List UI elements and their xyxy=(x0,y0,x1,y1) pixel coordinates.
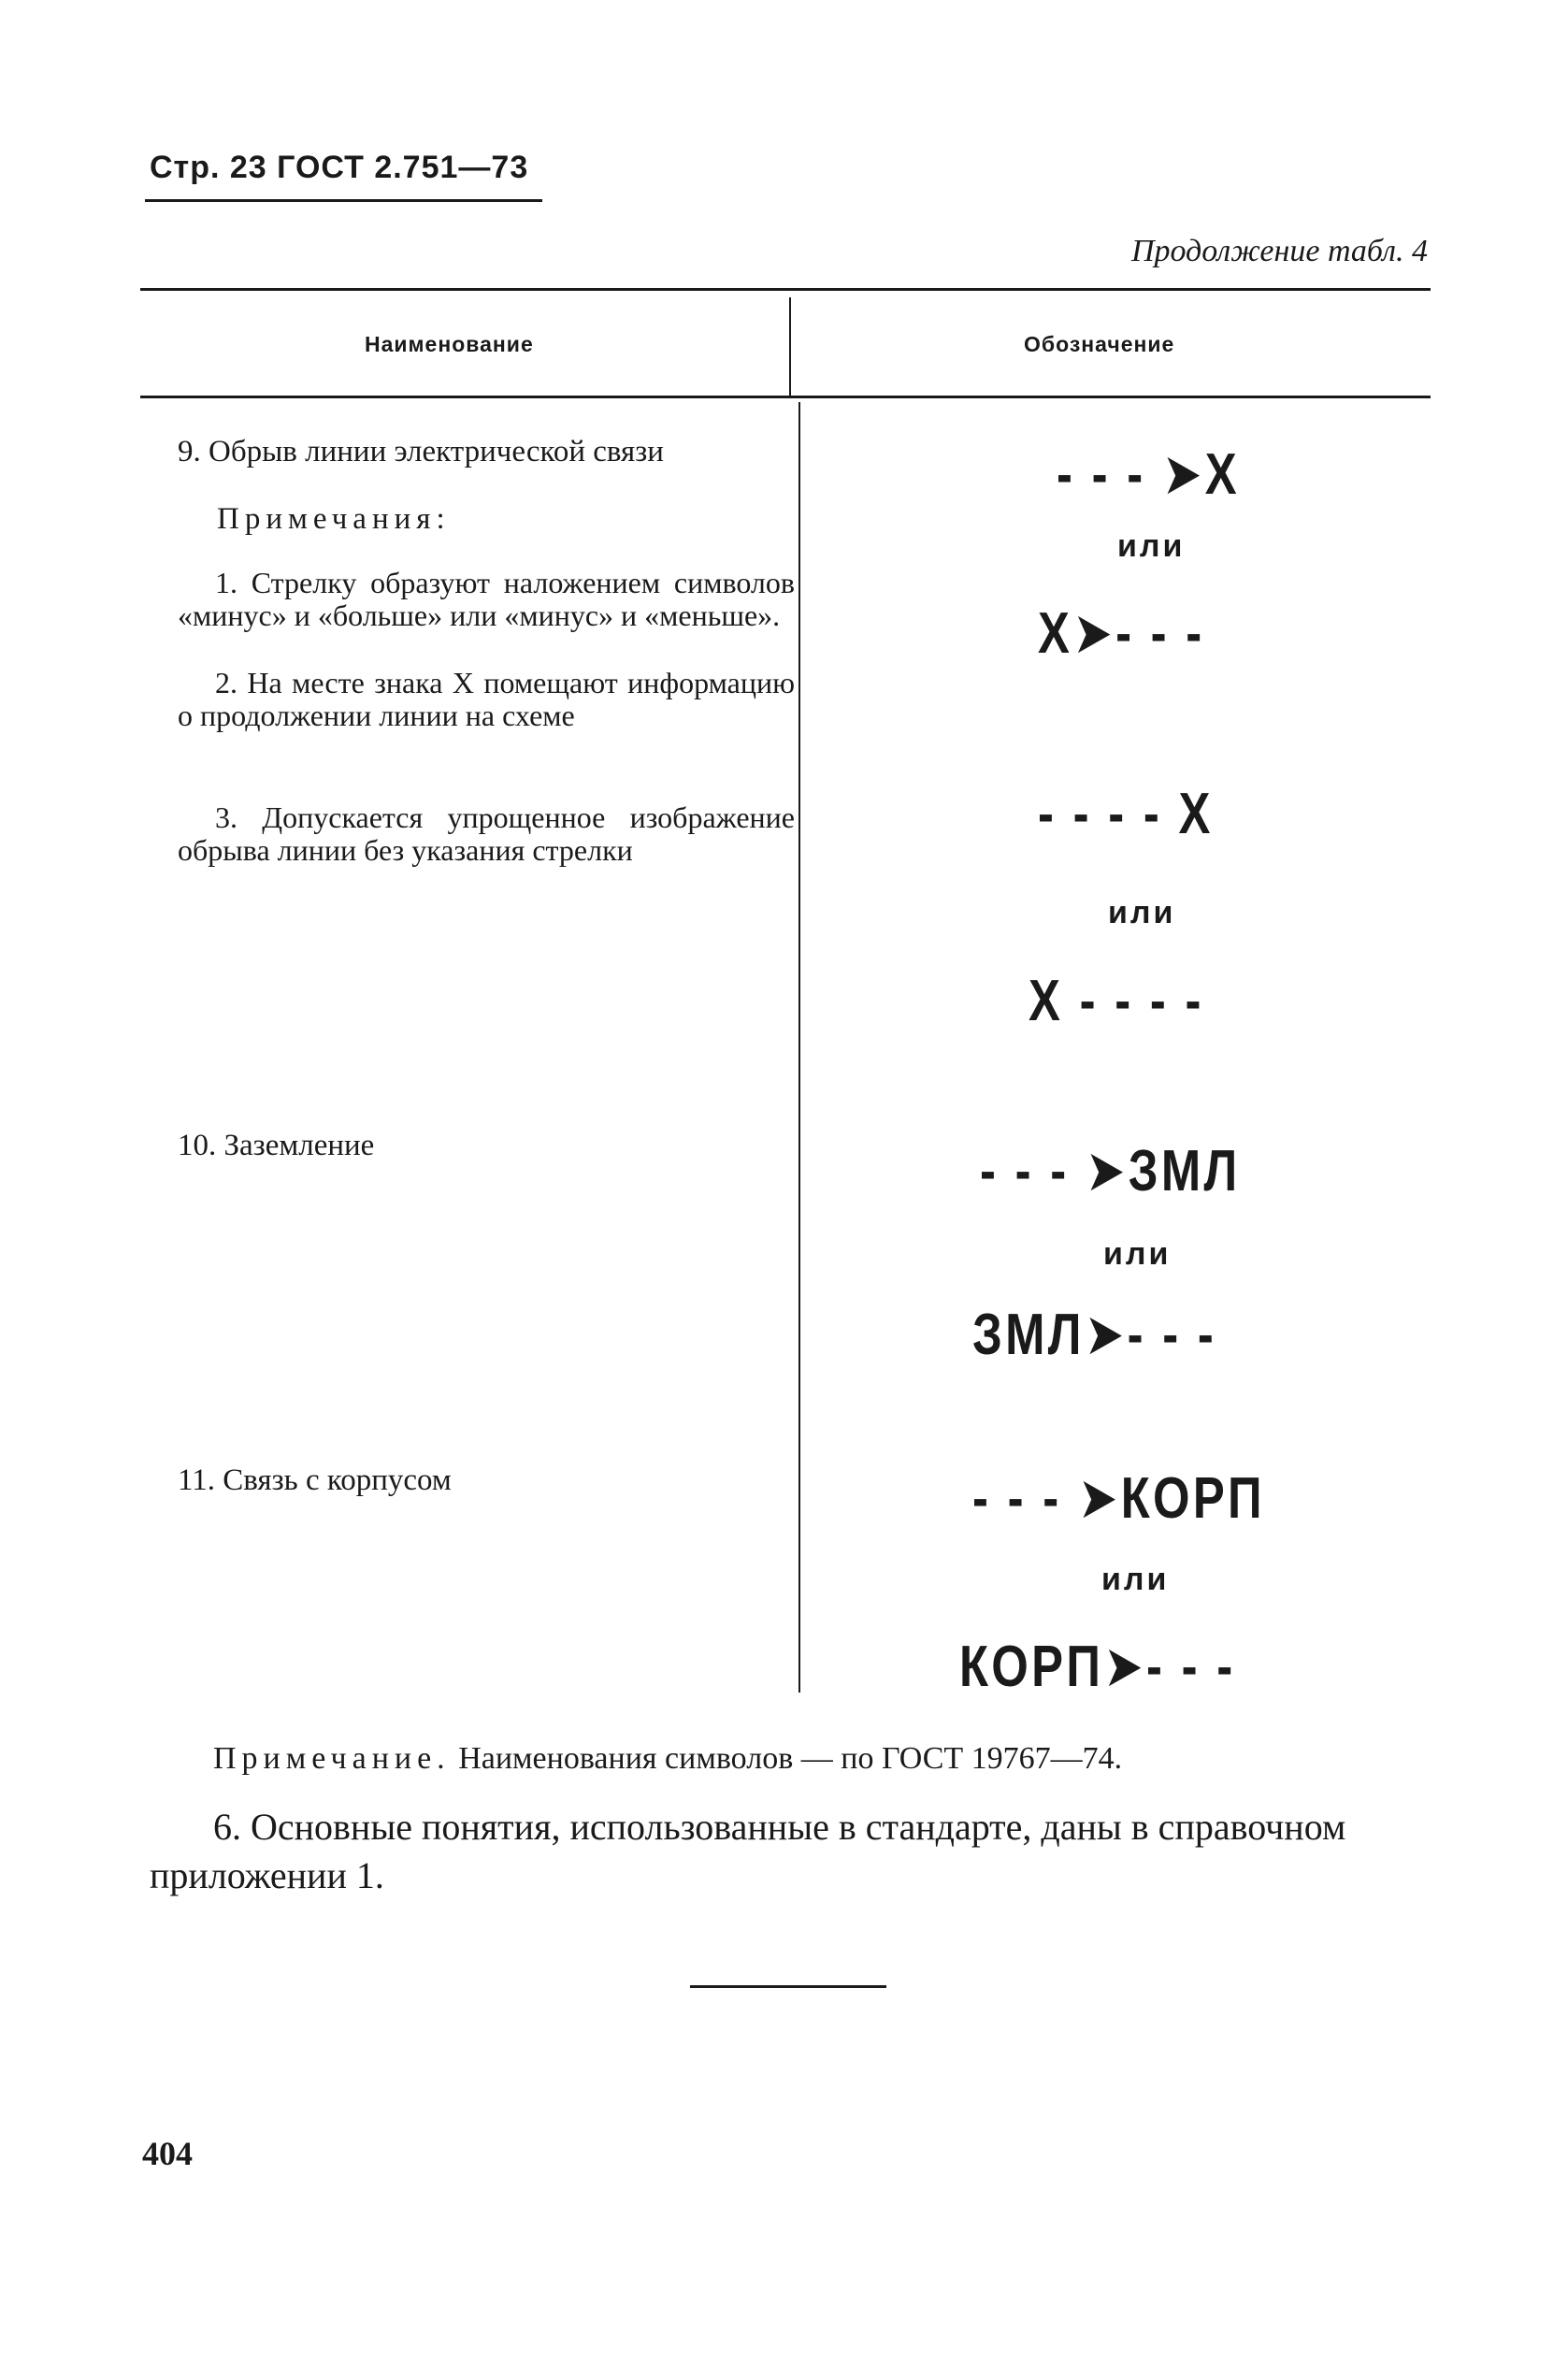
column-divider-header xyxy=(789,297,791,396)
section-end-rule xyxy=(690,1985,886,1988)
note-1: 1. Стрелку образуют наложением символов «минус» и «больше» или «минус» и «меньше». xyxy=(178,566,795,632)
note-3: 3. Допускается упрощенное изображение обрыва линии без указания стрелки xyxy=(178,800,795,867)
page-number: 404 xyxy=(142,2135,193,2172)
table-footnote xyxy=(213,1741,1122,1777)
symbol-chassis-right: - - - ➤КОРП xyxy=(972,1466,1265,1531)
footnote-label: Примечание. xyxy=(213,1741,451,1776)
symbol-break-right: - - - ➤Х xyxy=(1057,442,1240,507)
symbol-or: или xyxy=(1108,895,1176,930)
page-reference: Стр. 23 ГОСТ 2.751—73 xyxy=(150,150,529,185)
symbol-chassis-left: КОРП➤- - - xyxy=(959,1635,1236,1699)
symbol-break-simple-left: Х - - - - xyxy=(1029,969,1204,1033)
row-title-10: 10. Заземление xyxy=(178,1129,375,1162)
notes-heading: Примечания: xyxy=(217,502,451,536)
symbol-ground-right: - - - ➤ЗМЛ xyxy=(980,1139,1241,1203)
symbol-ground-left: ЗМЛ➤- - - xyxy=(972,1303,1217,1367)
row-title-11: 11. Связь с корпусом xyxy=(178,1463,452,1497)
note-2: 2. На месте знака Х помещают информацию о продолжении линии на схеме xyxy=(178,666,795,732)
table-continuation-label: Продолжение табл. 4 xyxy=(1130,234,1428,268)
column-header-symbol: Обозначение xyxy=(1024,332,1175,356)
symbol-or: или xyxy=(1117,528,1186,564)
symbol-or: или xyxy=(1101,1562,1170,1597)
table-top-rule xyxy=(140,288,1431,291)
symbol-or: или xyxy=(1103,1236,1172,1272)
footnote-text: Наименования символов — по ГОСТ 19767—74. xyxy=(458,1741,1123,1776)
column-divider xyxy=(798,402,800,1693)
column-header-name: Наименование xyxy=(365,332,534,356)
table-header-rule xyxy=(140,396,1431,398)
symbol-break-left: Х➤- - - xyxy=(1038,601,1205,666)
header-rule xyxy=(145,199,542,202)
row-title-9: 9. Обрыв линии электрической связи xyxy=(178,435,664,468)
paragraph-6: 6. Основные понятия, использованные в стандарте, даны в справочном приложении 1. xyxy=(150,1806,1346,1896)
symbol-break-simple-right: - - - - Х xyxy=(1038,782,1214,846)
